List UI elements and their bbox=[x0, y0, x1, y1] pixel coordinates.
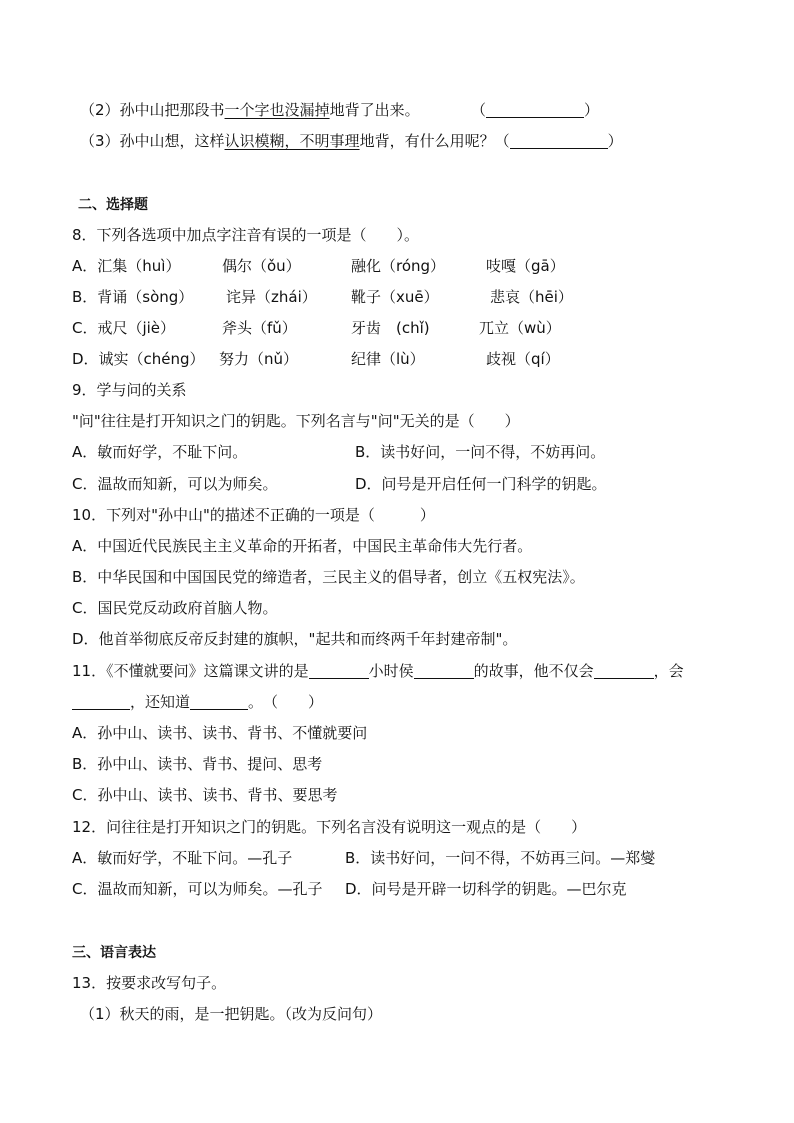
q8-option[interactable]: 兀立（wù） bbox=[479, 319, 561, 337]
q11-option-a[interactable]: A．孙中山、读书、读书、背书、不懂就要问 bbox=[72, 724, 368, 742]
answer-blank[interactable] bbox=[190, 693, 248, 710]
q8-option[interactable]: 融化（róng） bbox=[351, 257, 446, 275]
q7-item-3: （3）孙中山想，这样认识模糊，不明事理地背，有什么用呢？（ ） bbox=[80, 132, 623, 150]
q8-option[interactable]: A．汇集（huì） bbox=[72, 257, 181, 275]
q8-option[interactable]: 纪律（lù） bbox=[351, 350, 425, 368]
q12-option-c[interactable]: C．温故而知新，可以为师矣。—孔子 bbox=[72, 880, 323, 898]
q8-option[interactable]: 努力（nǔ） bbox=[219, 350, 299, 368]
section-title-choice: 二、选择题 bbox=[78, 197, 148, 213]
q9-option-c[interactable]: C．温故而知新，可以为师矣。 bbox=[72, 475, 278, 493]
q8-stem: 8．下列各选项中加点字注音有误的一项是（ ）。 bbox=[72, 226, 420, 244]
q8-option[interactable]: 悲哀（hēi） bbox=[490, 288, 573, 306]
q8-option[interactable]: 牙齿 (chǐ) bbox=[351, 319, 430, 337]
q9-option-a[interactable]: A．敏而好学，不耻下问。 bbox=[72, 443, 248, 461]
section-title-language: 三、语言表达 bbox=[72, 945, 156, 961]
answer-blank[interactable] bbox=[72, 693, 130, 710]
q13-stem: 13．按要求改写句子。 bbox=[72, 974, 227, 992]
q8-option[interactable]: 诧异（zhái） bbox=[226, 288, 317, 306]
q8-option[interactable]: 斧头（fǔ） bbox=[222, 319, 297, 337]
q12-option-a[interactable]: A．敏而好学，不耻下问。—孔子 bbox=[72, 849, 293, 867]
q11-stem-line-1: 11．《不懂就要问》这篇课文讲的是 小时侯 的故事，他不仅会 ，会 bbox=[72, 662, 684, 680]
q10-option-c[interactable]: C．国民党反动政府首脑人物。 bbox=[72, 599, 278, 617]
q13-item-1: （1）秋天的雨，是一把钥匙。（改为反问句） bbox=[80, 1005, 383, 1023]
q10-stem: 10．下列对"孙中山"的描述不正确的一项是（ ） bbox=[72, 506, 435, 524]
q10-option-a[interactable]: A．中国近代民族民主主义革命的开拓者，中国民主革命伟大先行者。 bbox=[72, 537, 533, 555]
q8-option[interactable]: 偶尔（ǒu） bbox=[222, 257, 301, 275]
q8-option[interactable]: 歧视（qí） bbox=[486, 350, 560, 368]
answer-blank[interactable] bbox=[414, 662, 474, 679]
answer-blank[interactable] bbox=[486, 101, 584, 118]
q12-stem: 12．问往往是打开知识之门的钥匙。下列名言没有说明这一观点的是（ ） bbox=[72, 818, 587, 836]
q12-option-d[interactable]: D．问号是开辟一切科学的钥匙。—巴尔克 bbox=[345, 880, 627, 898]
q11-stem-line-2: ，还知道 。 （ ） bbox=[72, 692, 323, 712]
q8-option[interactable]: D．诚实（chéng） bbox=[72, 350, 205, 368]
q8-option[interactable]: C．戒尺（jiè） bbox=[72, 319, 176, 337]
answer-blank[interactable] bbox=[594, 662, 654, 679]
q9-option-b[interactable]: B．读书好问，一问不得，不妨再问。 bbox=[355, 443, 606, 461]
q8-option[interactable]: B．背诵（sòng） bbox=[72, 288, 194, 306]
q10-option-d[interactable]: D．他首举彻底反帝反封建的旗帜，"起共和而终两千年封建帝制"。 bbox=[72, 630, 518, 648]
q7-item-3-underlined: 认识模糊，不明事理 bbox=[224, 132, 360, 150]
q7-item-2-answer: （ ） bbox=[471, 101, 600, 119]
q10-option-b[interactable]: B．中华民国和中国国民党的缔造者，三民主义的倡导者，创立《五权宪法》。 bbox=[72, 568, 585, 586]
q12-option-b[interactable]: B．读书好问，一问不得，不妨再三问。—郑燮 bbox=[345, 849, 656, 867]
q7-item-2: （2）孙中山把那段书一个字也没漏掉地背了出来。 bbox=[80, 101, 420, 119]
q11-option-c[interactable]: C．孙中山、读书、读书、背书、要思考 bbox=[72, 786, 338, 804]
q7-item-2-underlined: 一个字也没漏掉 bbox=[224, 101, 330, 119]
q11-option-b[interactable]: B．孙中山、读书、背书、提问、思考 bbox=[72, 755, 323, 773]
answer-blank[interactable] bbox=[309, 662, 369, 679]
q9-option-d[interactable]: D．问号是开启任何一门科学的钥匙。 bbox=[355, 475, 607, 493]
answer-blank[interactable] bbox=[510, 132, 608, 149]
q9-intro: "问"往往是打开知识之门的钥匙。下列名言与"问"无关的是（ ） bbox=[72, 412, 520, 430]
q8-option[interactable]: 吱嘎（gā） bbox=[486, 257, 565, 275]
q8-option[interactable]: 靴子（xuē） bbox=[351, 288, 439, 306]
q9-stem: 9．学与问的关系 bbox=[72, 381, 187, 399]
